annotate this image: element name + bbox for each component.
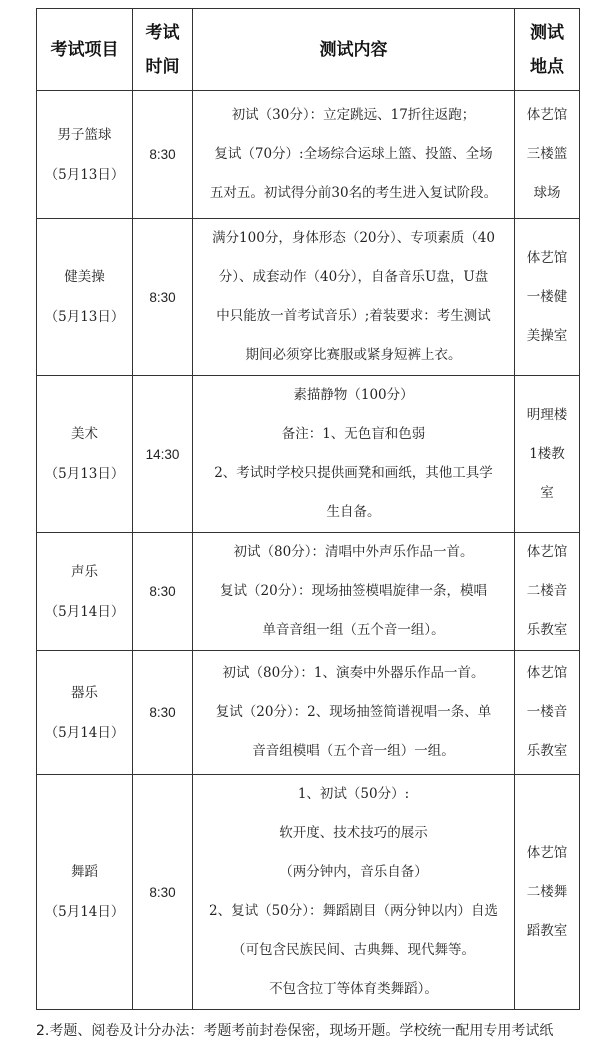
row-place xyxy=(515,219,580,376)
header-place xyxy=(515,9,580,91)
content-line: 1、初试（50分）: xyxy=(297,786,410,802)
project-name: 器乐 xyxy=(71,684,98,701)
row-content xyxy=(193,376,515,533)
content-line: 满分100分，身体形态（20分）、专项素质（40 xyxy=(212,230,495,246)
row-place xyxy=(515,533,580,651)
row-time: 8:30 xyxy=(133,651,193,775)
row-time: 8:30 xyxy=(133,533,193,651)
row-place xyxy=(515,91,580,219)
project-name: 男子篮球 xyxy=(57,126,112,143)
header-place-label-line2: 地点 xyxy=(530,56,564,77)
place-line: 二楼舞 xyxy=(526,883,568,900)
project-name: 声乐 xyxy=(71,563,98,580)
project-date: （5月14日） xyxy=(44,603,125,620)
content-line: 生自备。 xyxy=(326,504,381,520)
project-name: 美术 xyxy=(71,426,98,442)
place-line: 球场 xyxy=(533,185,561,201)
project-date: （5月13日） xyxy=(44,466,125,482)
row-place xyxy=(515,376,580,533)
row-project xyxy=(37,533,133,651)
project-date: （5月13日） xyxy=(44,166,125,183)
row-time: 14:30 xyxy=(133,376,193,533)
project-name: 舞蹈 xyxy=(71,864,98,880)
content-line: （两分钟内，音乐自备） xyxy=(279,864,428,880)
place-line: 1楼教 xyxy=(529,445,565,462)
row-place xyxy=(515,651,580,775)
row-content xyxy=(193,651,515,775)
content-line: 不包含拉丁等体育类舞蹈）。 xyxy=(269,981,438,997)
content-line: 初试（80分）：1、演奏中外器乐作品一首。 xyxy=(222,665,485,681)
project-date: （5月14日） xyxy=(44,724,125,741)
place-line: 三楼篮 xyxy=(526,146,568,162)
table-row xyxy=(37,651,580,775)
header-project xyxy=(37,9,133,91)
content-line: 复试（20分）：2、现场抽签简谱视唱一条、单 xyxy=(215,704,492,720)
header-content-label: 测试内容 xyxy=(319,39,388,60)
place-line: 体艺馆 xyxy=(526,844,568,861)
content-line: 音音组模唱（五个音一组）一组。 xyxy=(252,743,455,759)
content-line: 中只能放一首考试音乐）;着装要求：考生测试 xyxy=(216,308,491,324)
place-line: 美操室 xyxy=(526,327,568,344)
content-line: 分）、成套动作（40分），自备音乐U盘，U盘 xyxy=(218,269,489,285)
table-row xyxy=(37,376,580,533)
place-line: 明理楼 xyxy=(526,406,568,423)
row-content xyxy=(193,219,515,376)
header-content xyxy=(193,9,515,91)
header-time-label-line1: 考试 xyxy=(145,22,180,43)
row-time: 8:30 xyxy=(133,219,193,376)
place-line: 一楼音 xyxy=(526,704,568,720)
place-line: 室 xyxy=(540,484,554,501)
row-project xyxy=(37,651,133,775)
row-content xyxy=(193,533,515,651)
content-line: 初试（30分）：立定跳远、17折往返跑； xyxy=(231,107,476,123)
exam-schedule-table xyxy=(36,8,580,1010)
content-line: 期间必须穿比赛服或紧身短裤上衣。 xyxy=(245,347,462,363)
row-time: 8:30 xyxy=(133,91,193,219)
header-time xyxy=(133,9,193,91)
content-line: （可包含民族民间、古典舞、现代舞等。 xyxy=(232,942,475,958)
place-line: 乐教室 xyxy=(526,743,568,759)
place-line: 体艺馆 xyxy=(526,544,568,560)
place-line: 体艺馆 xyxy=(526,107,568,123)
place-line: 体艺馆 xyxy=(526,249,568,266)
row-project xyxy=(37,775,133,1010)
table-row xyxy=(37,219,580,376)
place-line: 一楼健 xyxy=(526,288,568,305)
table-row xyxy=(37,91,580,219)
header-time-label-line2: 时间 xyxy=(145,56,180,77)
content-line: 2、考试时学校只提供画凳和画纸，其他工具学 xyxy=(214,465,493,481)
place-line: 乐教室 xyxy=(526,622,568,638)
content-line: 五对五。初试得分前30名的考生进入复试阶段。 xyxy=(209,185,498,201)
content-line: 复试（70分）:全场综合运球上篮、投篮、全场 xyxy=(214,146,493,162)
table-header-row xyxy=(37,9,580,91)
content-line: 软开度、技术技巧的展示 xyxy=(279,825,428,841)
row-place xyxy=(515,775,580,1010)
row-project xyxy=(37,376,133,533)
footer-note: 2.考题、阅卷及计分办法：考题考前封卷保密，现场开题。学校统一配用专用考试纸 xyxy=(36,1023,554,1039)
header-place-label-line1: 测试 xyxy=(530,22,564,43)
place-line: 体艺馆 xyxy=(526,665,568,681)
table-row xyxy=(37,533,580,651)
row-project xyxy=(37,219,133,376)
project-date: （5月14日） xyxy=(44,904,125,920)
row-project xyxy=(37,91,133,219)
row-content xyxy=(193,91,515,219)
content-line: 单音音组一组（五个音一组）。 xyxy=(262,622,445,638)
content-line: 备注：1、无色盲和色弱 xyxy=(281,426,426,442)
row-time: 8:30 xyxy=(133,775,193,1010)
row-content xyxy=(193,775,515,1010)
header-project-label: 考试项目 xyxy=(50,39,119,60)
content-line: 2、复试（50分）：舞蹈剧目（两分钟以内）自选 xyxy=(208,903,499,919)
content-line: 复试（20分）：现场抽签模唱旋律一条，模唱 xyxy=(220,583,487,599)
content-line: 素描静物（100分） xyxy=(293,387,414,403)
place-line: 蹈教室 xyxy=(526,922,568,939)
project-name: 健美操 xyxy=(64,269,105,285)
table-row xyxy=(37,775,580,1010)
project-date: （5月13日） xyxy=(44,309,125,325)
place-line: 二楼音 xyxy=(526,583,568,599)
content-line: 初试（80分）：清唱中外声乐作品一首。 xyxy=(233,544,474,560)
